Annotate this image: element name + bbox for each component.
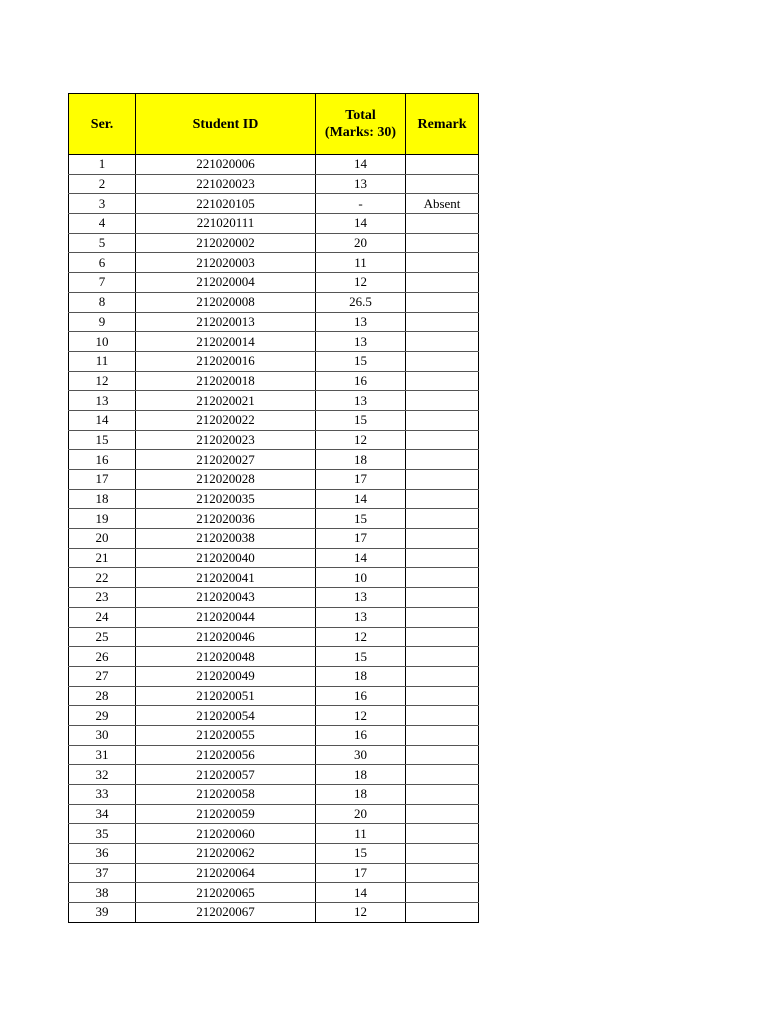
table-header bbox=[69, 94, 479, 155]
table-row bbox=[69, 529, 479, 549]
cell-ser: 21 bbox=[69, 548, 136, 568]
cell-total: 18 bbox=[316, 765, 406, 785]
table-row bbox=[69, 312, 479, 332]
cell-total: 13 bbox=[316, 391, 406, 411]
cell-student-id: 212020043 bbox=[136, 588, 316, 608]
table-row bbox=[69, 371, 479, 391]
table-row bbox=[69, 607, 479, 627]
table-row bbox=[69, 174, 479, 194]
header-student-id: Student ID bbox=[136, 94, 316, 155]
cell-total: 15 bbox=[316, 351, 406, 371]
cell-ser: 16 bbox=[69, 450, 136, 470]
cell-total: 12 bbox=[316, 706, 406, 726]
cell-total: 12 bbox=[316, 627, 406, 647]
cell-total: 12 bbox=[316, 273, 406, 293]
cell-total: 11 bbox=[316, 824, 406, 844]
cell-student-id: 212020067 bbox=[136, 903, 316, 923]
cell-total: 12 bbox=[316, 430, 406, 450]
cell-ser: 29 bbox=[69, 706, 136, 726]
cell-student-id: 221020105 bbox=[136, 194, 316, 214]
cell-ser: 6 bbox=[69, 253, 136, 273]
cell-ser: 28 bbox=[69, 686, 136, 706]
cell-remark bbox=[406, 686, 479, 706]
cell-student-id: 212020064 bbox=[136, 863, 316, 883]
table-row bbox=[69, 686, 479, 706]
table-row bbox=[69, 765, 479, 785]
cell-ser: 12 bbox=[69, 371, 136, 391]
cell-remark bbox=[406, 450, 479, 470]
cell-student-id: 212020046 bbox=[136, 627, 316, 647]
cell-student-id: 212020021 bbox=[136, 391, 316, 411]
table-row bbox=[69, 785, 479, 805]
cell-total: 14 bbox=[316, 548, 406, 568]
table-row bbox=[69, 647, 479, 667]
table-row bbox=[69, 568, 479, 588]
cell-total: 18 bbox=[316, 785, 406, 805]
cell-ser: 13 bbox=[69, 391, 136, 411]
header-row bbox=[69, 94, 479, 155]
cell-ser: 15 bbox=[69, 430, 136, 450]
cell-student-id: 212020049 bbox=[136, 666, 316, 686]
cell-remark bbox=[406, 332, 479, 352]
cell-ser: 4 bbox=[69, 214, 136, 234]
cell-total: 26.5 bbox=[316, 292, 406, 312]
cell-total: 13 bbox=[316, 588, 406, 608]
header-total-line1: Total bbox=[345, 108, 376, 123]
cell-total: 13 bbox=[316, 312, 406, 332]
cell-ser: 10 bbox=[69, 332, 136, 352]
cell-total: 14 bbox=[316, 214, 406, 234]
cell-remark bbox=[406, 371, 479, 391]
cell-total: 16 bbox=[316, 686, 406, 706]
cell-remark bbox=[406, 312, 479, 332]
cell-student-id: 212020056 bbox=[136, 745, 316, 765]
table-row bbox=[69, 391, 479, 411]
cell-total: 14 bbox=[316, 489, 406, 509]
cell-ser: 32 bbox=[69, 765, 136, 785]
cell-ser: 19 bbox=[69, 509, 136, 529]
cell-ser: 20 bbox=[69, 529, 136, 549]
cell-ser: 31 bbox=[69, 745, 136, 765]
cell-ser: 11 bbox=[69, 351, 136, 371]
cell-student-id: 212020018 bbox=[136, 371, 316, 391]
cell-remark bbox=[406, 666, 479, 686]
cell-total: 16 bbox=[316, 371, 406, 391]
table-row bbox=[69, 804, 479, 824]
cell-student-id: 212020038 bbox=[136, 529, 316, 549]
cell-remark bbox=[406, 607, 479, 627]
header-remark: Remark bbox=[406, 94, 479, 155]
cell-ser: 27 bbox=[69, 666, 136, 686]
cell-ser: 22 bbox=[69, 568, 136, 588]
cell-remark bbox=[406, 765, 479, 785]
table-row bbox=[69, 863, 479, 883]
cell-remark bbox=[406, 588, 479, 608]
cell-remark bbox=[406, 824, 479, 844]
table-row bbox=[69, 706, 479, 726]
cell-total: 15 bbox=[316, 844, 406, 864]
cell-total: 16 bbox=[316, 725, 406, 745]
cell-ser: 9 bbox=[69, 312, 136, 332]
cell-total: 13 bbox=[316, 332, 406, 352]
cell-remark bbox=[406, 430, 479, 450]
cell-remark bbox=[406, 883, 479, 903]
cell-student-id: 212020028 bbox=[136, 470, 316, 490]
table-row bbox=[69, 253, 479, 273]
cell-total: 30 bbox=[316, 745, 406, 765]
cell-remark bbox=[406, 253, 479, 273]
cell-remark bbox=[406, 174, 479, 194]
cell-total: 20 bbox=[316, 804, 406, 824]
cell-student-id: 221020111 bbox=[136, 214, 316, 234]
table-row bbox=[69, 351, 479, 371]
cell-total: 11 bbox=[316, 253, 406, 273]
cell-total: 12 bbox=[316, 903, 406, 923]
table-row bbox=[69, 233, 479, 253]
cell-ser: 5 bbox=[69, 233, 136, 253]
cell-remark bbox=[406, 627, 479, 647]
table-row bbox=[69, 410, 479, 430]
cell-total: 17 bbox=[316, 470, 406, 490]
cell-student-id: 212020023 bbox=[136, 430, 316, 450]
table-body bbox=[69, 155, 479, 923]
cell-remark bbox=[406, 351, 479, 371]
table-row bbox=[69, 627, 479, 647]
cell-total: 15 bbox=[316, 647, 406, 667]
cell-total: 14 bbox=[316, 883, 406, 903]
cell-ser: 26 bbox=[69, 647, 136, 667]
cell-total: 10 bbox=[316, 568, 406, 588]
cell-remark bbox=[406, 647, 479, 667]
cell-student-id: 212020036 bbox=[136, 509, 316, 529]
header-total bbox=[316, 94, 406, 155]
cell-remark bbox=[406, 903, 479, 923]
cell-remark bbox=[406, 863, 479, 883]
cell-student-id: 212020016 bbox=[136, 351, 316, 371]
cell-total: 17 bbox=[316, 863, 406, 883]
cell-ser: 18 bbox=[69, 489, 136, 509]
cell-student-id: 212020054 bbox=[136, 706, 316, 726]
cell-remark bbox=[406, 410, 479, 430]
cell-student-id: 212020004 bbox=[136, 273, 316, 293]
cell-ser: 3 bbox=[69, 194, 136, 214]
cell-student-id: 212020055 bbox=[136, 725, 316, 745]
cell-remark bbox=[406, 155, 479, 175]
cell-remark bbox=[406, 214, 479, 234]
table-row bbox=[69, 214, 479, 234]
cell-ser: 25 bbox=[69, 627, 136, 647]
cell-student-id: 221020006 bbox=[136, 155, 316, 175]
cell-total: 13 bbox=[316, 607, 406, 627]
cell-remark bbox=[406, 804, 479, 824]
cell-ser: 14 bbox=[69, 410, 136, 430]
cell-student-id: 212020035 bbox=[136, 489, 316, 509]
cell-student-id: 212020062 bbox=[136, 844, 316, 864]
cell-remark bbox=[406, 292, 479, 312]
cell-student-id: 212020003 bbox=[136, 253, 316, 273]
cell-remark bbox=[406, 745, 479, 765]
table-row bbox=[69, 725, 479, 745]
table-row bbox=[69, 844, 479, 864]
table-row bbox=[69, 292, 479, 312]
table-row bbox=[69, 588, 479, 608]
cell-student-id: 212020041 bbox=[136, 568, 316, 588]
cell-student-id: 212020014 bbox=[136, 332, 316, 352]
cell-total: 18 bbox=[316, 666, 406, 686]
cell-ser: 8 bbox=[69, 292, 136, 312]
cell-total: 15 bbox=[316, 509, 406, 529]
table-row bbox=[69, 194, 479, 214]
cell-ser: 36 bbox=[69, 844, 136, 864]
cell-remark bbox=[406, 233, 479, 253]
table-row bbox=[69, 155, 479, 175]
cell-ser: 1 bbox=[69, 155, 136, 175]
cell-ser: 33 bbox=[69, 785, 136, 805]
table-row bbox=[69, 450, 479, 470]
table-row bbox=[69, 430, 479, 450]
cell-ser: 37 bbox=[69, 863, 136, 883]
table-row bbox=[69, 273, 479, 293]
cell-remark bbox=[406, 489, 479, 509]
table-row bbox=[69, 883, 479, 903]
cell-student-id: 212020040 bbox=[136, 548, 316, 568]
cell-remark bbox=[406, 529, 479, 549]
cell-student-id: 212020057 bbox=[136, 765, 316, 785]
cell-total: 15 bbox=[316, 410, 406, 430]
cell-ser: 38 bbox=[69, 883, 136, 903]
table-row bbox=[69, 666, 479, 686]
marks-table bbox=[68, 93, 479, 923]
cell-remark bbox=[406, 548, 479, 568]
table-row bbox=[69, 903, 479, 923]
cell-remark bbox=[406, 725, 479, 745]
cell-remark bbox=[406, 844, 479, 864]
cell-student-id: 212020048 bbox=[136, 647, 316, 667]
header-total-line2: (Marks: 30) bbox=[324, 125, 397, 140]
cell-student-id: 212020059 bbox=[136, 804, 316, 824]
cell-ser: 7 bbox=[69, 273, 136, 293]
cell-total: - bbox=[316, 194, 406, 214]
cell-remark bbox=[406, 706, 479, 726]
cell-ser: 24 bbox=[69, 607, 136, 627]
table-row bbox=[69, 332, 479, 352]
table-row bbox=[69, 470, 479, 490]
cell-total: 20 bbox=[316, 233, 406, 253]
cell-student-id: 212020002 bbox=[136, 233, 316, 253]
cell-ser: 39 bbox=[69, 903, 136, 923]
cell-student-id: 212020022 bbox=[136, 410, 316, 430]
cell-remark bbox=[406, 273, 479, 293]
cell-remark bbox=[406, 785, 479, 805]
table-row bbox=[69, 548, 479, 568]
cell-remark bbox=[406, 470, 479, 490]
cell-student-id: 212020058 bbox=[136, 785, 316, 805]
header-ser: Ser. bbox=[69, 94, 136, 155]
table-row bbox=[69, 824, 479, 844]
cell-student-id: 212020044 bbox=[136, 607, 316, 627]
cell-ser: 30 bbox=[69, 725, 136, 745]
cell-student-id: 221020023 bbox=[136, 174, 316, 194]
cell-total: 14 bbox=[316, 155, 406, 175]
cell-student-id: 212020008 bbox=[136, 292, 316, 312]
cell-remark bbox=[406, 509, 479, 529]
table-row bbox=[69, 509, 479, 529]
cell-student-id: 212020013 bbox=[136, 312, 316, 332]
cell-total: 17 bbox=[316, 529, 406, 549]
cell-ser: 34 bbox=[69, 804, 136, 824]
cell-student-id: 212020051 bbox=[136, 686, 316, 706]
table-row bbox=[69, 745, 479, 765]
cell-student-id: 212020060 bbox=[136, 824, 316, 844]
cell-ser: 35 bbox=[69, 824, 136, 844]
cell-ser: 23 bbox=[69, 588, 136, 608]
cell-ser: 17 bbox=[69, 470, 136, 490]
cell-total: 18 bbox=[316, 450, 406, 470]
cell-student-id: 212020065 bbox=[136, 883, 316, 903]
table-row bbox=[69, 489, 479, 509]
cell-total: 13 bbox=[316, 174, 406, 194]
cell-remark: Absent bbox=[406, 194, 479, 214]
cell-remark bbox=[406, 391, 479, 411]
cell-ser: 2 bbox=[69, 174, 136, 194]
cell-remark bbox=[406, 568, 479, 588]
cell-student-id: 212020027 bbox=[136, 450, 316, 470]
